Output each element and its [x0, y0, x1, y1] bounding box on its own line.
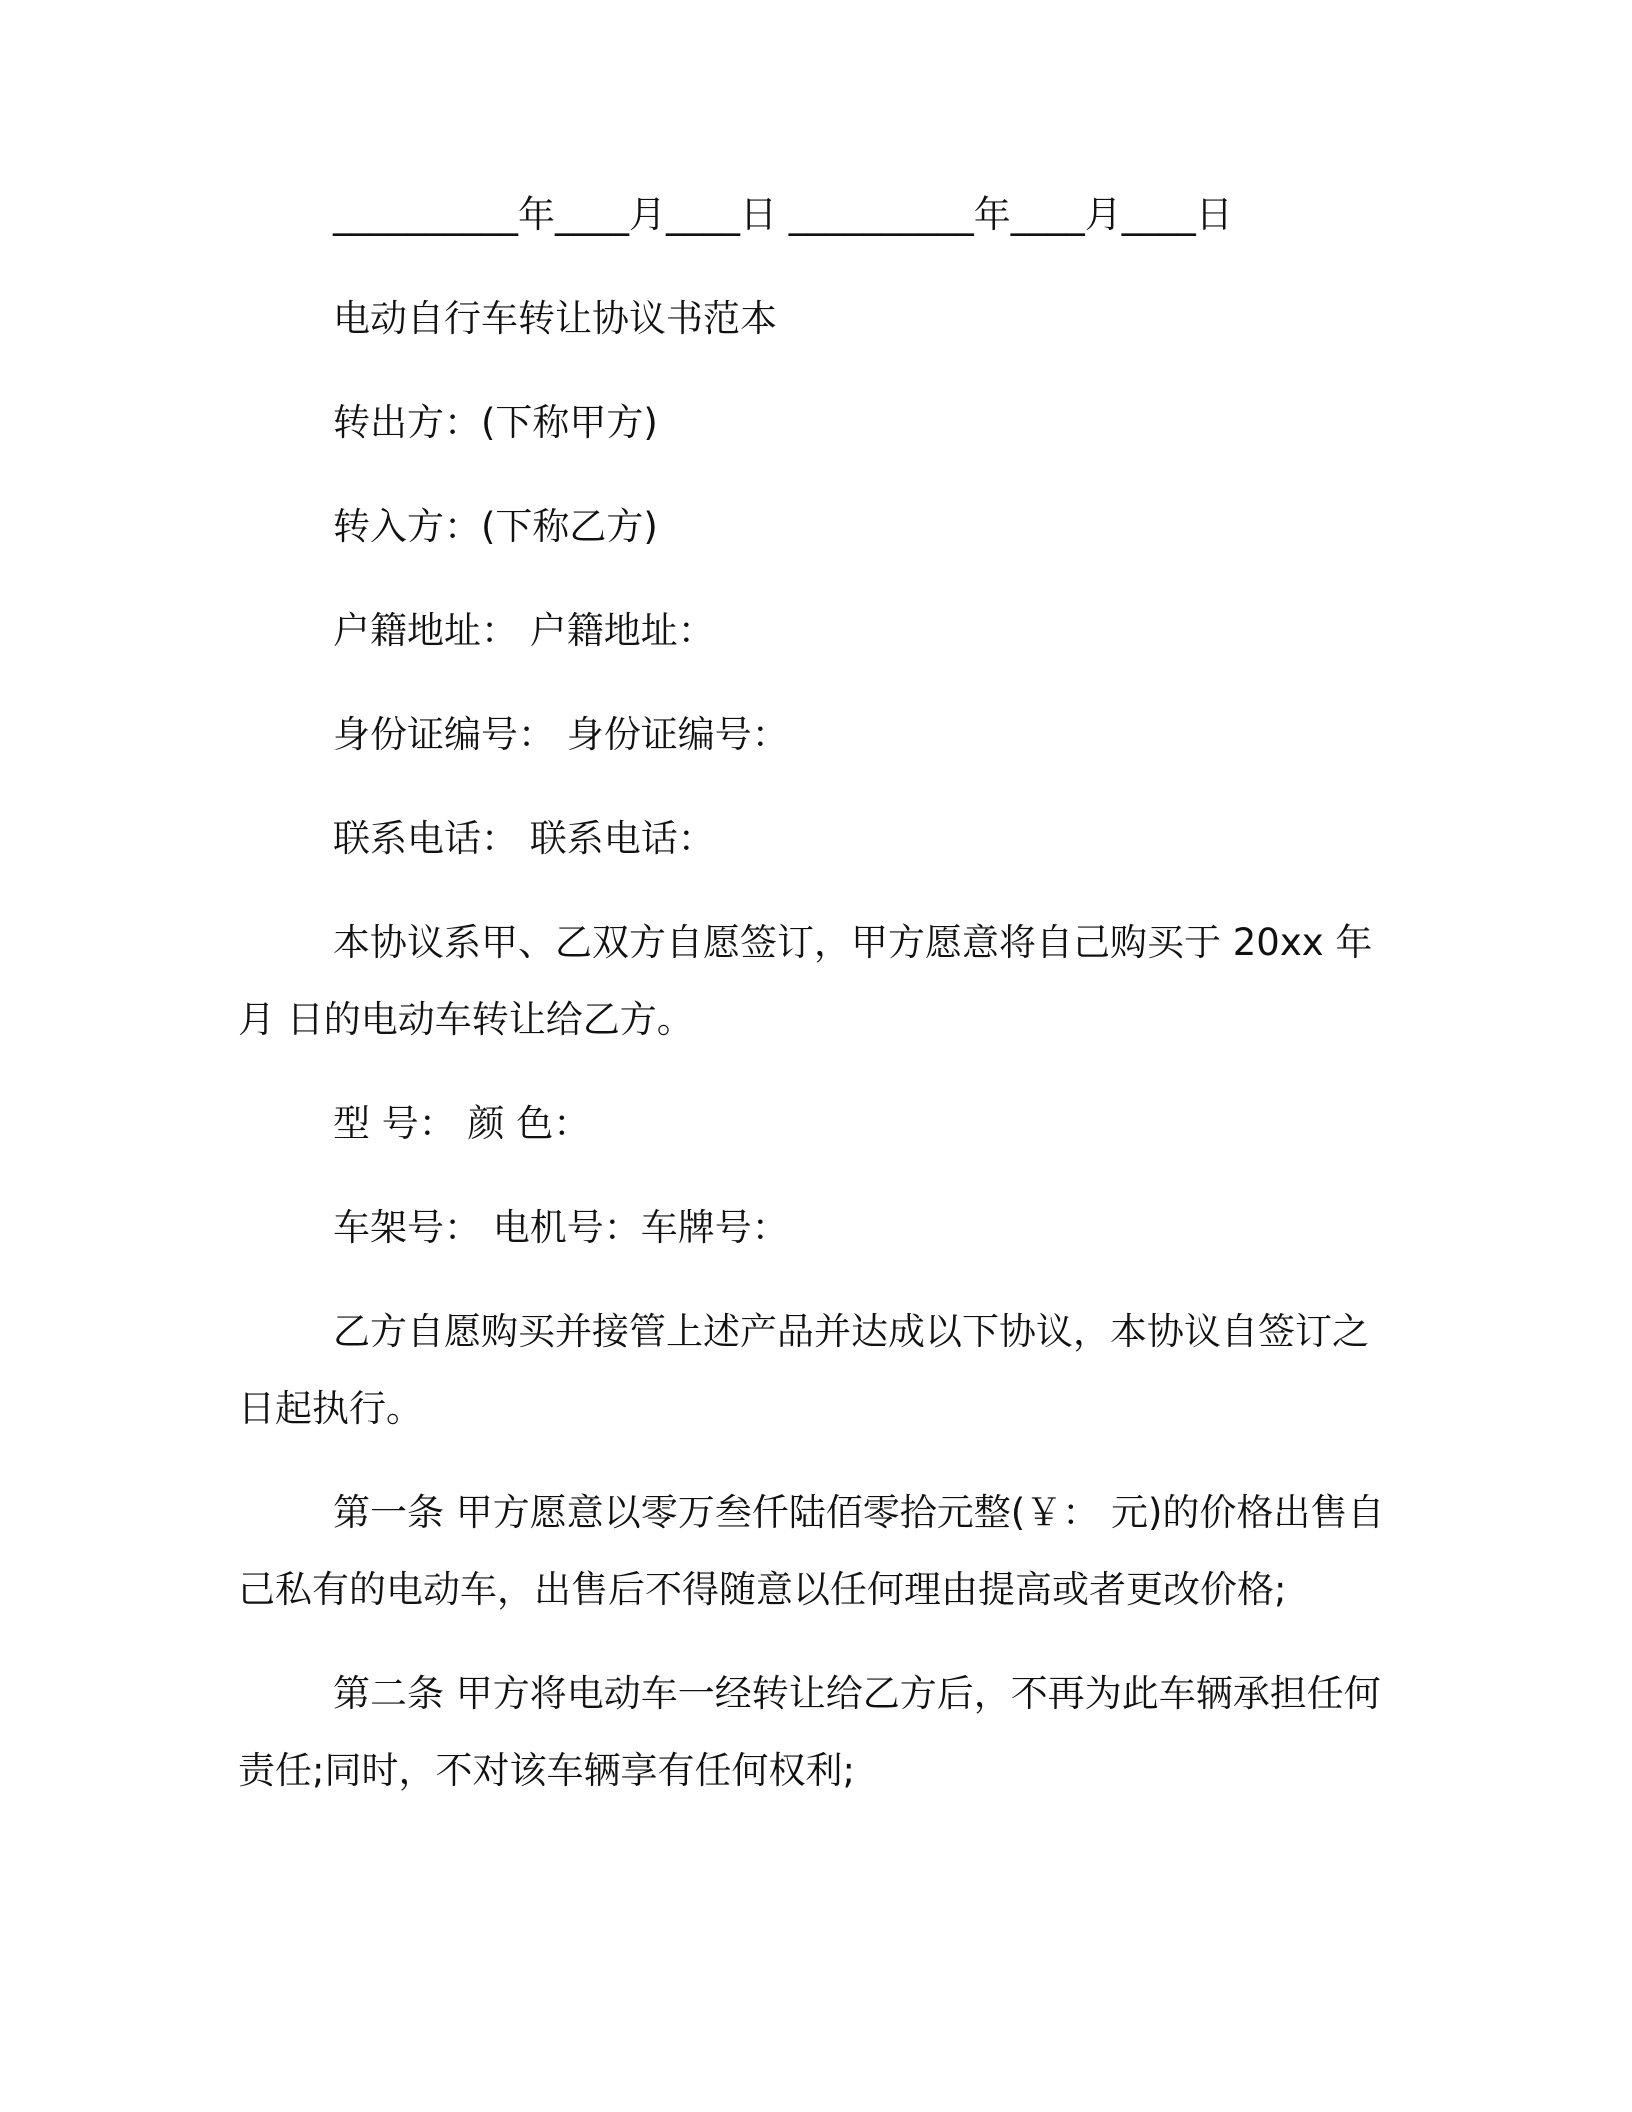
model-color-line: 型 号： 颜 色： [333, 1102, 591, 1145]
id-number-line: 身份证编号： 身份证编号： [333, 713, 789, 756]
article-1-line-2: 己私有的电动车，出售后不得随意以任何理由提高或者更改价格; [238, 1568, 1287, 1611]
article-2-line-2: 责任;同时，不对该车辆享有任何权利; [238, 1749, 855, 1792]
purchase-paragraph-line-2: 日起执行。 [238, 1387, 423, 1430]
party-in-line: 转入方：(下称乙方) [333, 505, 658, 548]
frame-motor-plate-line: 车架号： 电机号：车牌号： [333, 1206, 789, 1249]
phone-line: 联系电话： 联系电话： [333, 817, 715, 860]
article-2-line-1: 第二条 甲方将电动车一经转让给乙方后，不再为此车辆承担任何 [333, 1672, 1381, 1715]
party-out-line: 转出方：(下称甲方) [333, 401, 658, 444]
purchase-paragraph-line-1: 乙方自愿购买并接管上述产品并达成以下协议，本协议自签订之 [333, 1310, 1369, 1353]
document-title: 电动自行车转让协议书范本 [333, 297, 777, 340]
date-line: __________年____月____日 __________年____月____日 [333, 193, 1233, 236]
article-1-line-1: 第一条 甲方愿意以零万叁仟陆佰零拾元整(￥： 元)的价格出售自 [333, 1491, 1385, 1534]
address-line: 户籍地址： 户籍地址： [333, 609, 715, 652]
agreement-paragraph-line-1: 本协议系甲、乙双方自愿签订，甲方愿意将自己购买于 20xx 年 [333, 921, 1373, 964]
agreement-paragraph-line-2: 月 日的电动车转让给乙方。 [238, 998, 694, 1041]
